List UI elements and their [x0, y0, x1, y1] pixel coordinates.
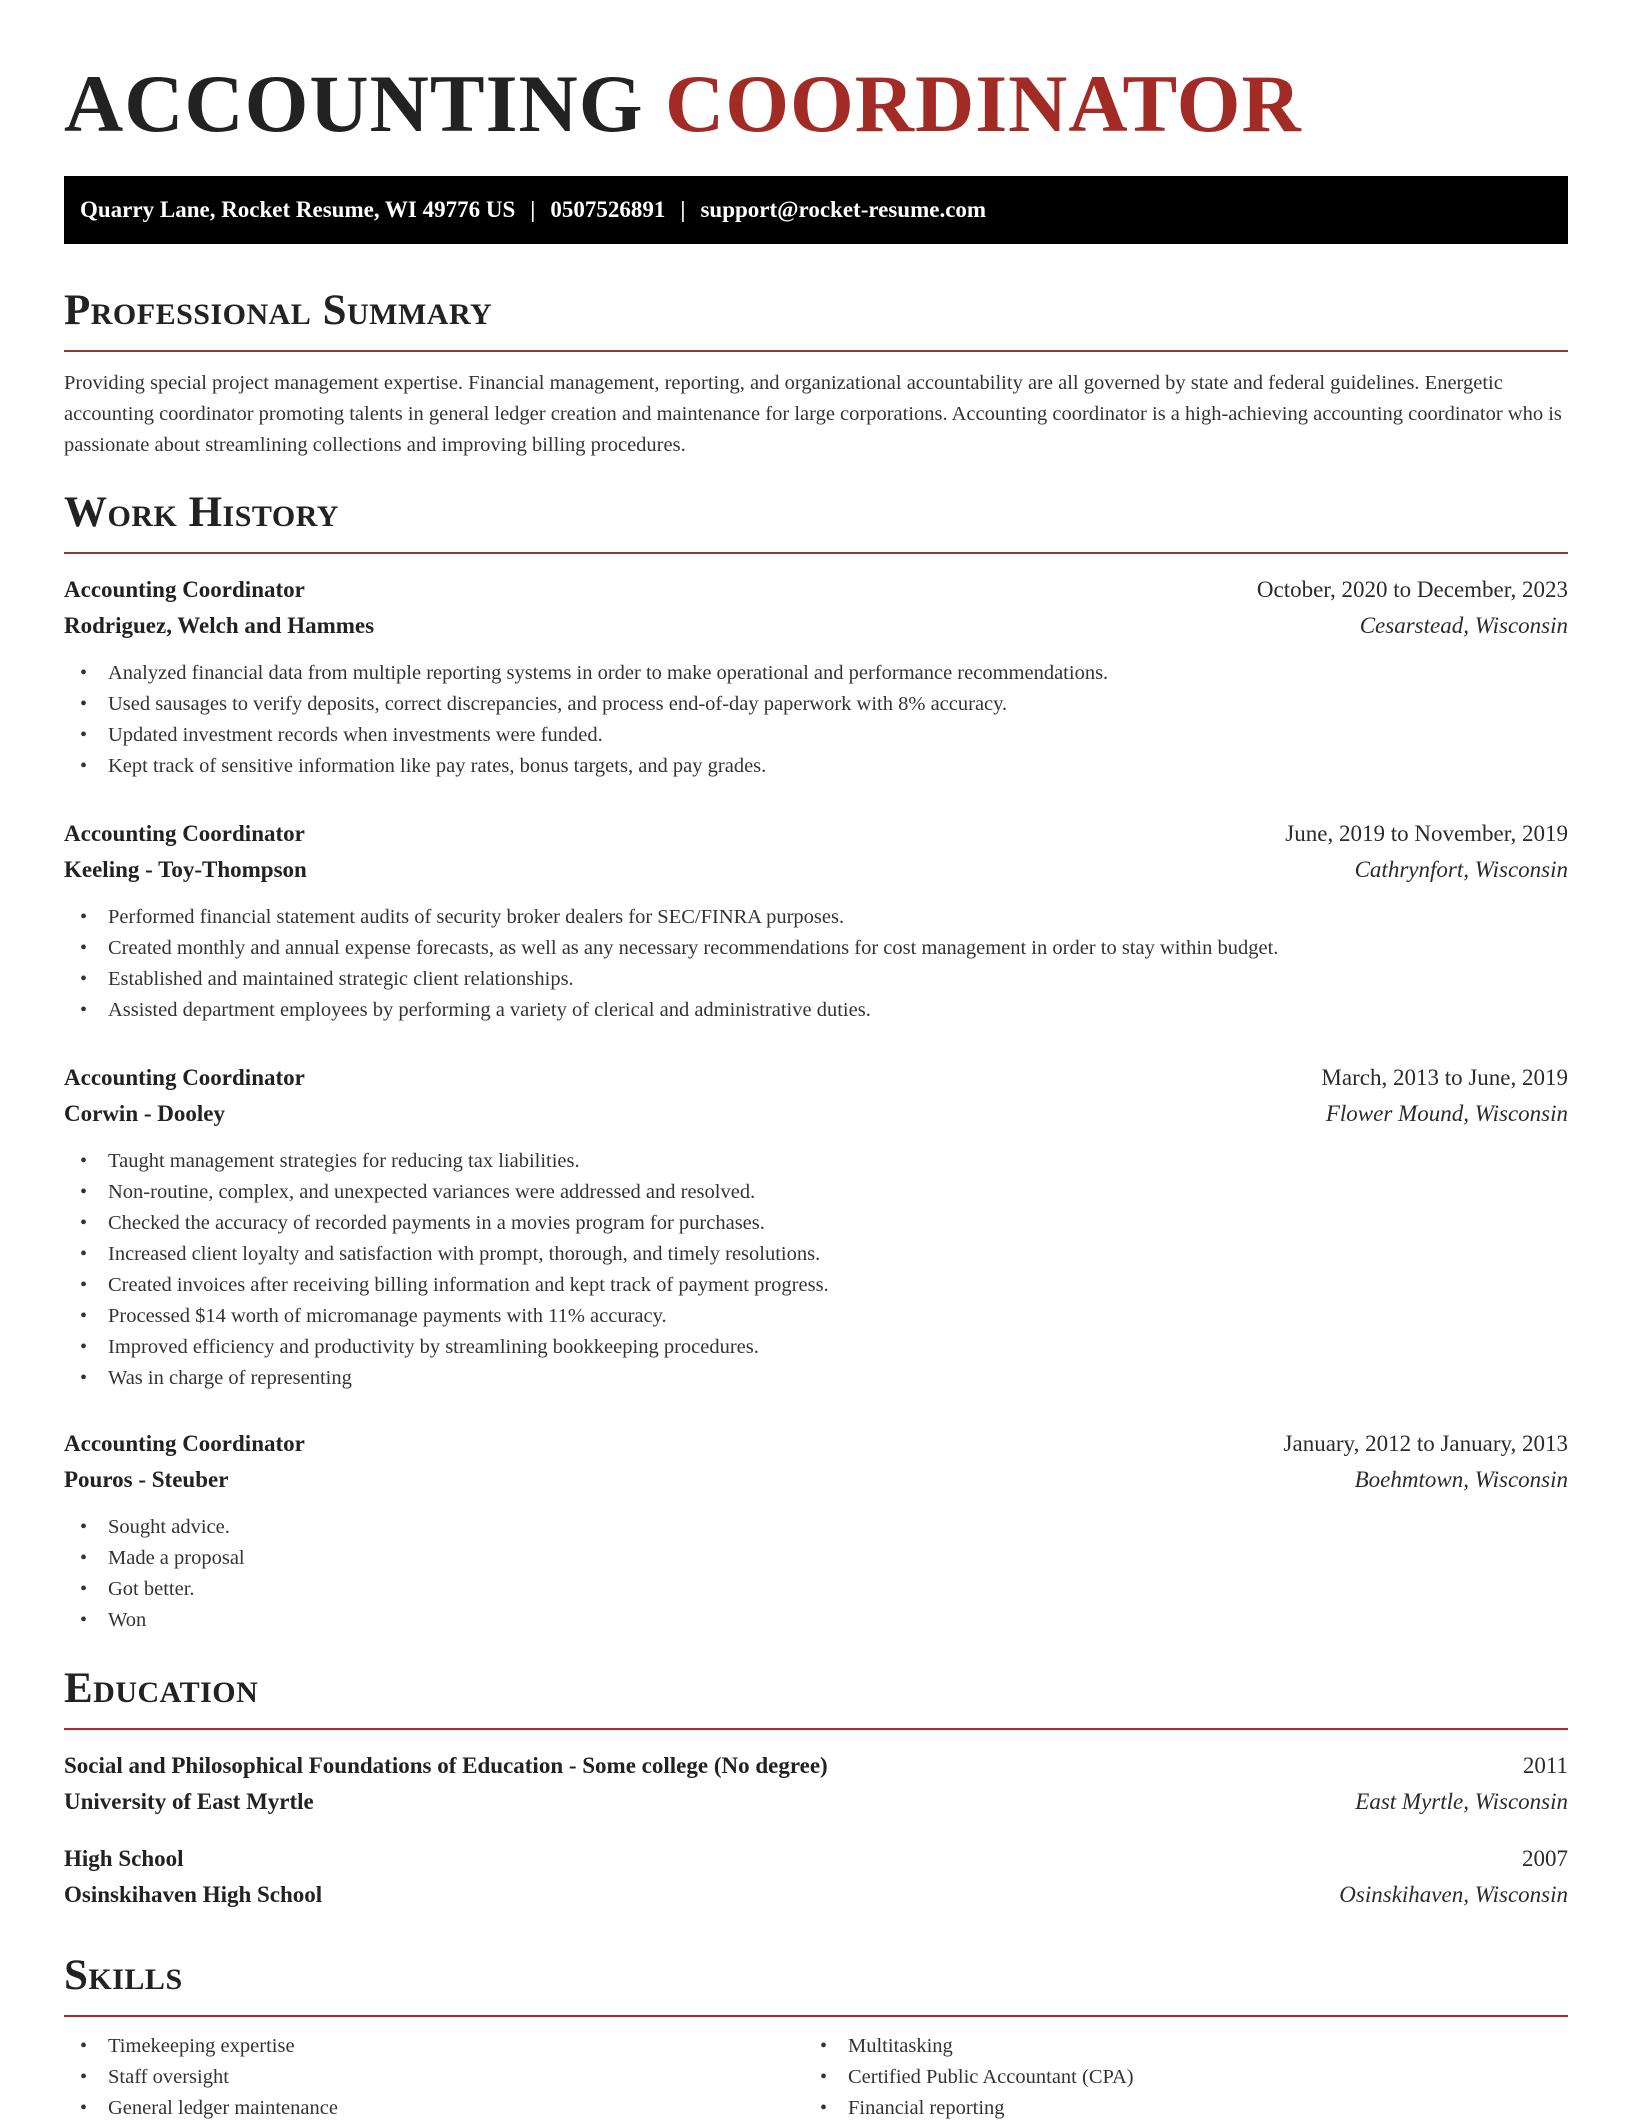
education-section — [64, 1664, 1568, 1730]
skills-heading: Skills — [64, 1952, 183, 1999]
skill-item: • General ledger maintenance — [64, 2093, 804, 2124]
education-school: University of East Myrtle — [64, 1789, 314, 1814]
job-entry — [64, 1060, 1568, 1394]
job-location: Cathrynfort, Wisconsin — [1354, 857, 1568, 882]
job-bullet: • Updated investment records when investments were funded. — [64, 720, 1568, 751]
contact-separator: | — [530, 197, 536, 222]
job-bullets — [64, 658, 1568, 782]
education-school: Osinskihaven High School — [64, 1882, 323, 1907]
job-bullet: • Sought advice. — [64, 1512, 1568, 1543]
job-company: Pouros - Steuber — [64, 1467, 229, 1492]
job-dates: October, 2020 to December, 2023 — [1256, 577, 1568, 602]
job-bullet: • Performed financial statement audits of security broker dealers for SEC/FINRA purposes. — [64, 902, 1568, 933]
skill-item: • Staff oversight — [64, 2062, 804, 2093]
job-location: Flower Mound, Wisconsin — [1325, 1101, 1568, 1126]
job-bullets — [64, 1146, 1568, 1394]
skill-item: • Timekeeping expertise — [64, 2031, 804, 2062]
job-location: Boehmtown, Wisconsin — [1354, 1467, 1568, 1492]
job-bullet: • Was in charge of representing — [64, 1363, 1568, 1394]
skill-item: • Financial reporting — [804, 2093, 1544, 2124]
job-company: Rodriguez, Welch and Hammes — [64, 613, 375, 638]
resume-name — [64, 0, 1568, 176]
education-year: 2007 — [1522, 1846, 1568, 1871]
skills-section — [64, 1951, 1568, 2124]
job-title: Accounting Coordinator — [64, 821, 305, 846]
job-title: Accounting Coordinator — [64, 577, 305, 602]
skills-column-right — [804, 2031, 1544, 2124]
job-bullet: • Created monthly and annual expense forecasts, as well as any necessary recommendations for cost management in order to stay within budget. — [64, 933, 1568, 964]
job-bullet: • Processed $14 worth of micromanage payments with 11% accuracy. — [64, 1301, 1568, 1332]
job-bullet: • Non-routine, complex, and unexpected variances were addressed and resolved. — [64, 1177, 1568, 1208]
education-location: Osinskihaven, Wisconsin — [1339, 1882, 1568, 1907]
job-bullet: • Created invoices after receiving billing information and kept track of payment progress. — [64, 1270, 1568, 1301]
job-entry — [64, 572, 1568, 782]
summary-text: Providing special project management expertise. Financial management, reporting, and organizational accountability are all governed by state and federal guidelines. Energetic accounting coordinator promoting talents in general ledger creation and maintenance for large corporations. Accounting coordinator is a high-achieving accounting coordinator who is passionate about streamlining collections and improving billing procedures. — [64, 372, 1562, 456]
job-bullet: • Won — [64, 1605, 1568, 1636]
job-bullets — [64, 1512, 1568, 1636]
contact-phone: 0507526891 — [550, 197, 666, 222]
job-company: Corwin - Dooley — [64, 1101, 225, 1126]
summary-section — [64, 286, 1568, 461]
education-heading: Education — [64, 1665, 259, 1712]
job-bullet: • Increased client loyalty and satisfaction with prompt, thorough, and timely resolutions. — [64, 1239, 1568, 1270]
job-bullet: • Improved efficiency and productivity by streamlining bookkeeping procedures. — [64, 1332, 1568, 1363]
contact-separator: | — [680, 197, 686, 222]
section-divider — [64, 1728, 1568, 1730]
education-location: East Myrtle, Wisconsin — [1355, 1789, 1568, 1814]
section-divider — [64, 350, 1568, 352]
job-bullet: • Assisted department employees by performing a variety of clerical and administrative duties. — [64, 995, 1568, 1026]
section-divider — [64, 552, 1568, 554]
name-first: ACCOUNTING — [64, 58, 644, 149]
education-degree: High School — [64, 1846, 184, 1871]
job-entry — [64, 1426, 1568, 1636]
job-title: Accounting Coordinator — [64, 1065, 305, 1090]
job-bullet: • Taught management strategies for reducing tax liabilities. — [64, 1146, 1568, 1177]
job-company: Keeling - Toy-Thompson — [64, 857, 307, 882]
work-history-heading: Work History — [64, 489, 339, 536]
job-title: Accounting Coordinator — [64, 1431, 305, 1456]
job-bullet: • Used sausages to verify deposits, correct discrepancies, and process end-of-day paperwork with 8% accuracy. — [64, 689, 1568, 720]
job-location: Cesarstead, Wisconsin — [1359, 613, 1568, 638]
job-dates: January, 2012 to January, 2013 — [1283, 1431, 1568, 1456]
job-dates: March, 2013 to June, 2019 — [1321, 1065, 1568, 1090]
skills-list — [64, 2031, 1568, 2124]
job-dates: June, 2019 to November, 2019 — [1285, 821, 1568, 846]
job-entry — [64, 816, 1568, 1026]
job-bullet: • Analyzed financial data from multiple reporting systems in order to make operational and performance recommendations. — [64, 658, 1568, 689]
skills-column-left — [64, 2031, 804, 2124]
job-bullets — [64, 902, 1568, 1026]
work-history-section — [64, 488, 1568, 554]
education-entry — [64, 1841, 1568, 1913]
summary-heading: Professional Summary — [64, 287, 493, 334]
job-bullet: • Established and maintained strategic client relationships. — [64, 964, 1568, 995]
name-last: COORDINATOR — [664, 58, 1302, 149]
contact-email: support@rocket-resume.com — [700, 197, 987, 222]
education-degree: Social and Philosophical Foundations of Education - Some college (No degree) — [64, 1753, 828, 1778]
contact-address: Quarry Lane, Rocket Resume, WI 49776 US — [80, 197, 516, 222]
job-bullet: • Kept track of sensitive information like pay rates, bonus targets, and pay grades. — [64, 751, 1568, 782]
education-year: 2011 — [1522, 1753, 1568, 1778]
job-bullet: • Made a proposal — [64, 1543, 1568, 1574]
job-bullet: • Got better. — [64, 1574, 1568, 1605]
education-entry — [64, 1748, 1568, 1820]
contact-bar — [64, 176, 1568, 244]
resume-page — [64, 0, 1568, 2119]
skill-item: • Certified Public Accountant (CPA) — [804, 2062, 1544, 2093]
section-divider — [64, 2015, 1568, 2017]
job-bullet: • Checked the accuracy of recorded payments in a movies program for purchases. — [64, 1208, 1568, 1239]
skill-item: • Multitasking — [804, 2031, 1544, 2062]
